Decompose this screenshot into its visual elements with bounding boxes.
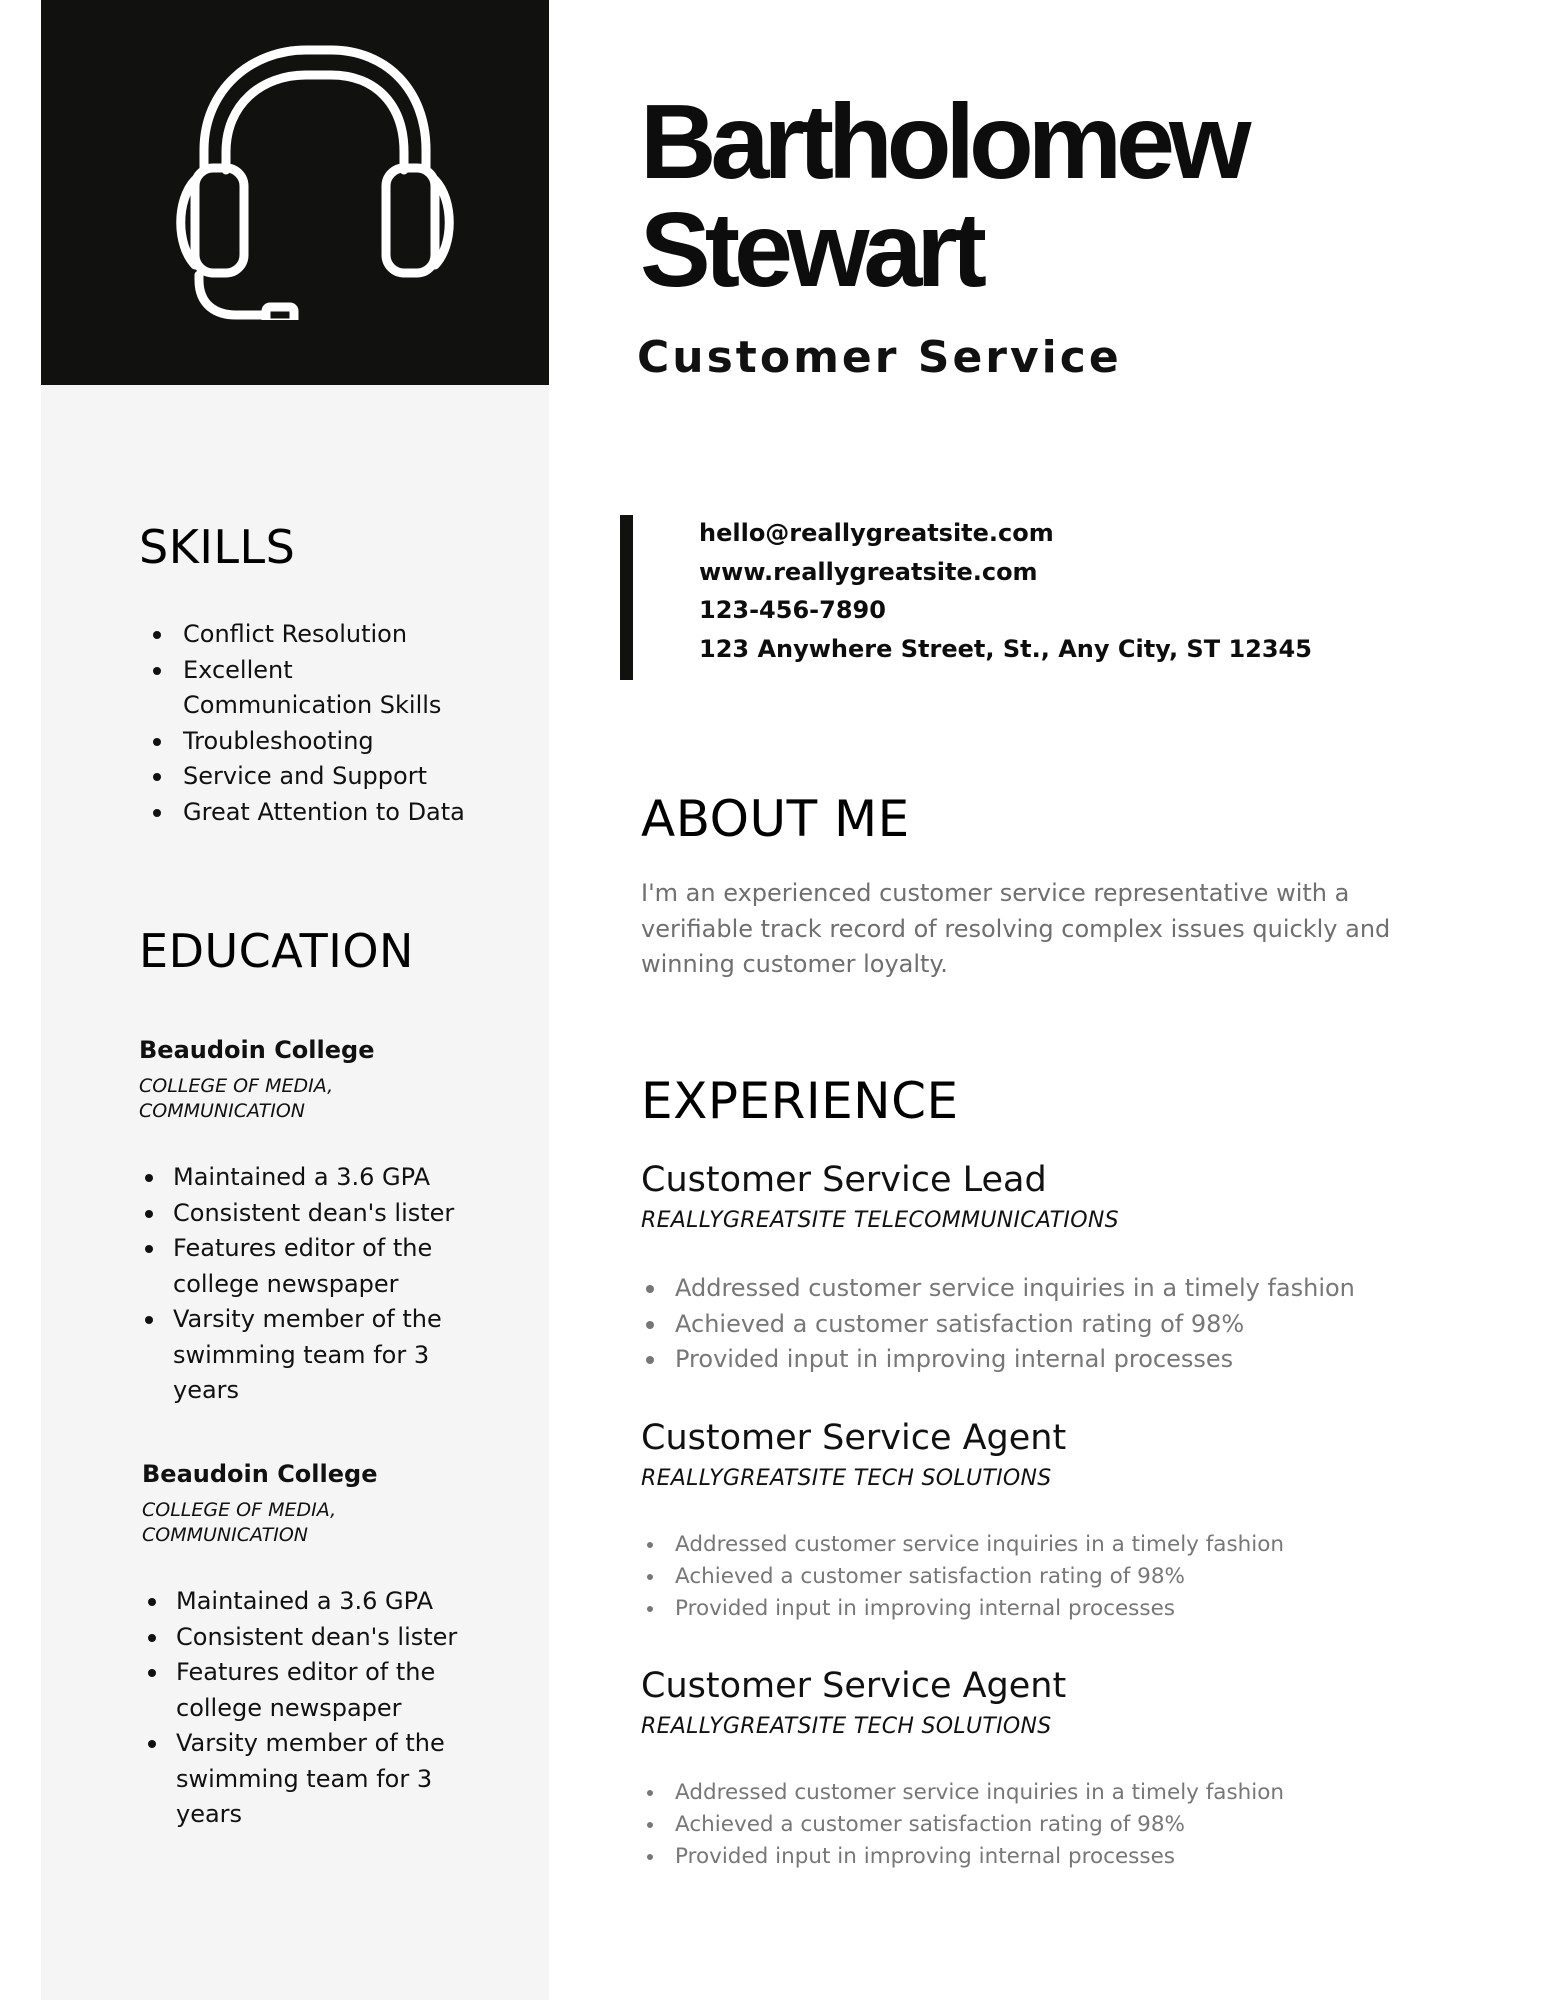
job-duty: Provided input in improving internal processes <box>641 1342 1461 1378</box>
job-role: Customer Service <box>637 332 1122 383</box>
education-heading: EDUCATION <box>139 924 414 978</box>
edu-achievements <box>139 1160 519 1409</box>
contact-info <box>699 514 1312 668</box>
edu-department: COLLEGE OF MEDIA, COMMUNICATION <box>139 1075 334 1122</box>
job-duties <box>641 1271 1461 1378</box>
edu-school: Beaudoin College <box>142 1460 378 1488</box>
job-duty: Achieved a customer satisfaction rating of 98% <box>641 1809 1461 1841</box>
skills-heading: SKILLS <box>139 520 296 574</box>
job-duty: Provided input in improving internal processes <box>641 1593 1461 1625</box>
job-duty: Provided input in improving internal processes <box>641 1841 1461 1873</box>
about-text: I'm an experienced customer service representative with a verifiable track record of resolving complex issues quickly and winning customer loyalty. <box>641 879 1391 978</box>
skill-item: Conflict Resolution <box>139 617 519 653</box>
skill-item: Troubleshooting <box>139 724 519 760</box>
edu-item: Consistent dean's lister <box>139 1196 469 1232</box>
experience-entry <box>641 1160 1461 1378</box>
contact-website[interactable]: www.reallygreatsite.com <box>699 557 1038 586</box>
edu-item: Maintained a 3.6 GPA <box>139 1160 469 1196</box>
contact-phone: 123-456-7890 <box>699 596 886 624</box>
name-line-1: Bartholomew <box>640 83 1246 201</box>
job-company: REALLYGREATSITE TECH SOLUTIONS <box>641 1714 1052 1739</box>
experience-entry <box>641 1418 1461 1625</box>
edu-item: Maintained a 3.6 GPA <box>142 1584 472 1620</box>
edu-item: Features editor of the college newspaper <box>142 1655 472 1726</box>
icon-header-block <box>41 0 549 385</box>
edu-item: Consistent dean's lister <box>142 1620 472 1656</box>
skill-item: Great Attention to Data <box>139 795 519 831</box>
job-duty: Addressed customer service inquiries in a timely fashion <box>641 1271 1461 1307</box>
edu-department: COLLEGE OF MEDIA, COMMUNICATION <box>142 1499 337 1546</box>
contact-accent-bar <box>620 515 633 680</box>
contact-email[interactable]: hello@reallygreatsite.com <box>699 519 1054 547</box>
edu-item: Varsity member of the swimming team for 3 years <box>142 1726 472 1833</box>
candidate-name <box>640 83 1246 309</box>
education-entry <box>139 1036 519 1409</box>
job-duty: Addressed customer service inquiries in a timely fashion <box>641 1777 1461 1809</box>
job-company: REALLYGREATSITE TECH SOLUTIONS <box>641 1466 1052 1491</box>
job-title: Customer Service Lead <box>641 1160 1047 1200</box>
education-entry <box>142 1460 522 1833</box>
job-title: Customer Service Agent <box>641 1666 1067 1706</box>
skills-list <box>139 617 519 830</box>
job-company: REALLYGREATSITE TELECOMMUNICATIONS <box>641 1208 1119 1233</box>
edu-school: Beaudoin College <box>139 1036 375 1064</box>
skill-item: Excellent Communication Skills <box>139 653 469 724</box>
about-heading: ABOUT ME <box>641 790 910 848</box>
job-duties <box>641 1777 1461 1873</box>
headset-icon <box>171 40 471 320</box>
experience-heading: EXPERIENCE <box>641 1072 959 1130</box>
edu-item: Features editor of the college newspaper <box>139 1231 469 1302</box>
edu-achievements <box>142 1584 522 1833</box>
skill-item: Service and Support <box>139 759 519 795</box>
name-line-2: Stewart <box>640 191 981 309</box>
experience-entry <box>641 1666 1461 1873</box>
edu-item: Varsity member of the swimming team for 3 years <box>139 1302 469 1409</box>
job-duties <box>641 1529 1461 1625</box>
contact-address: 123 Anywhere Street, St., Any City, ST 12345 <box>699 634 1312 663</box>
job-duty: Achieved a customer satisfaction rating of 98% <box>641 1307 1461 1343</box>
job-duty: Achieved a customer satisfaction rating of 98% <box>641 1561 1461 1593</box>
job-title: Customer Service Agent <box>641 1418 1067 1458</box>
job-duty: Addressed customer service inquiries in a timely fashion <box>641 1529 1461 1561</box>
